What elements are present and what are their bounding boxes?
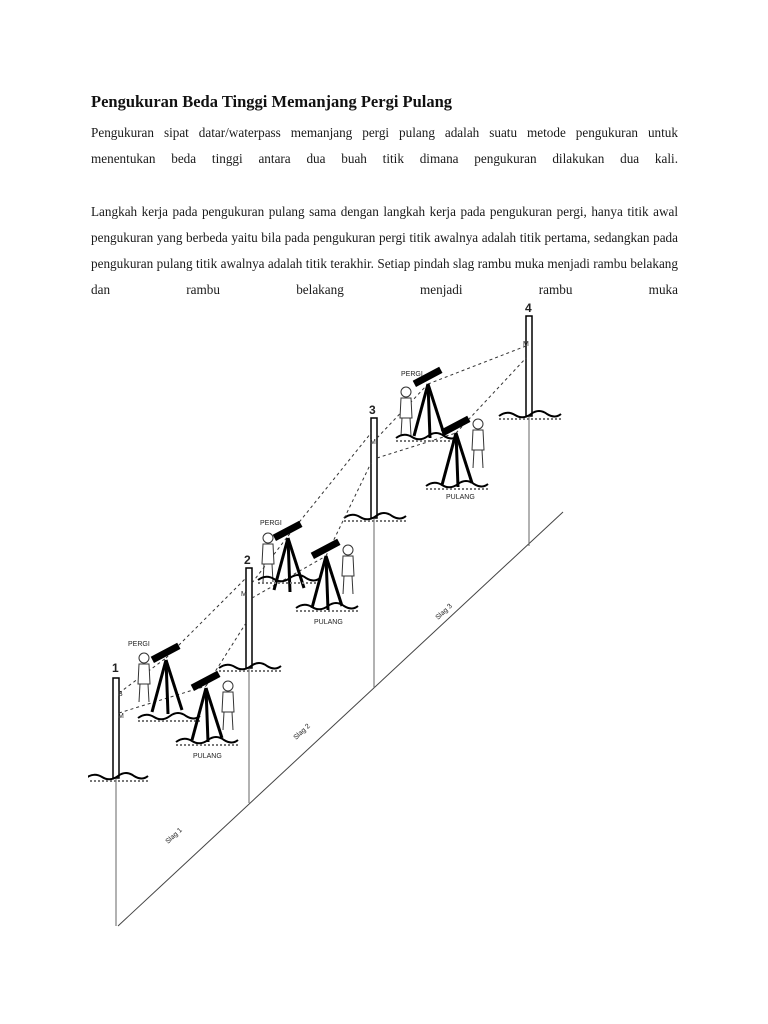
station-pergi-2: [258, 520, 320, 592]
station-pulang-2: [296, 539, 358, 626]
rod-mark-m: M: [370, 439, 376, 446]
rod-mark-m: M: [241, 591, 247, 598]
point-label-4: 4: [525, 301, 532, 315]
sight-lines-pergi: [119, 346, 526, 693]
rod-mark-b: B: [118, 691, 123, 698]
rod-mark-m: M: [523, 341, 529, 348]
rod-4: [526, 316, 532, 546]
pergi-label: PERGI: [128, 641, 150, 648]
rod-2: [246, 568, 252, 803]
point-label-1: 1: [112, 661, 119, 675]
pulang-label: PULANG: [193, 753, 222, 760]
point-label-3: 3: [369, 403, 376, 417]
paragraph-intro: Pengukuran sipat datar/waterpass memanjang pergi pulang adalah suatu metode pengukuran untuk menentukan beda tinggi antara dua buah titik dimana pengukuran dilakukan dua kali.: [91, 125, 678, 166]
slag-label-2: Slag 2: [292, 722, 312, 742]
slag-label-3: Slag 3: [434, 602, 454, 622]
pergi-label: PERGI: [401, 371, 423, 378]
page-title: Pengukuran Beda Tinggi Memanjang Pergi Pulang: [91, 92, 453, 111]
pulang-label: PULANG: [446, 494, 475, 501]
station-pulang-3: [426, 416, 488, 501]
station-pergi-1: [128, 641, 200, 721]
paragraph-steps: Langkah kerja pada pengukuran pulang sama dengan langkah kerja pada pengukuran pergi, hanya titik awal pengukuran yang berbeda yaitu bila pada pengukuran pergi titik awalnya adalah titik pertama, sedangkan pada pengukuran pulang titik awalnya adalah titik terakhir. Setiap pindah slag rambu muka menjadi rambu belakang dan rambu belakang menjadi rambu muka: [91, 204, 678, 297]
point-label-2: 2: [244, 553, 251, 567]
leveling-diagram: [88, 298, 588, 938]
slag-label-1: Slag 1: [164, 826, 184, 846]
rod-mark-m: M: [118, 713, 124, 720]
rod-3: [371, 418, 377, 688]
sight-lines-pulang: [119, 358, 526, 713]
pulang-label: PULANG: [314, 619, 343, 626]
pergi-label: PERGI: [260, 520, 282, 527]
leveling-diagram-svg: [88, 298, 588, 938]
